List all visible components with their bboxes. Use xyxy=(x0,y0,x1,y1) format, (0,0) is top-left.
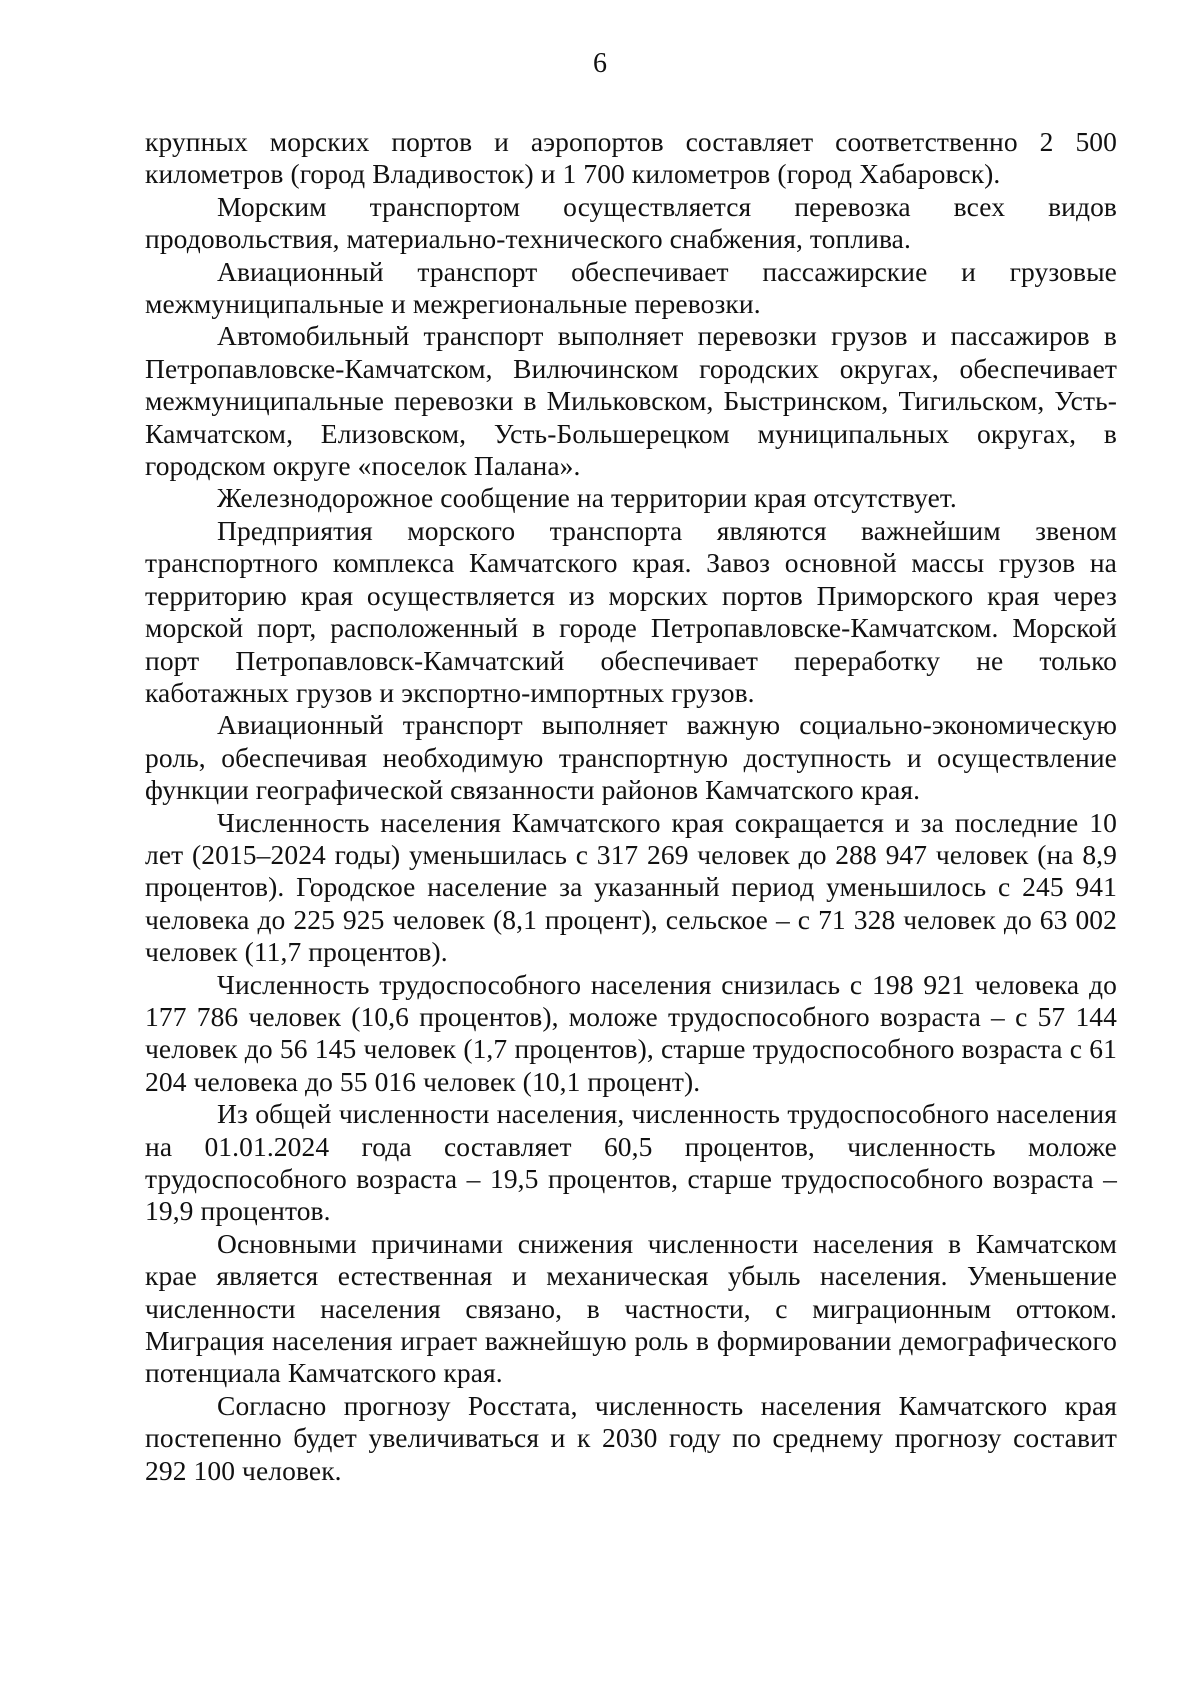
paragraph-forecast: Согласно прогнозу Росстата, численность населения Камчатского края постепенно будет увеличиваться и к 2030 году по среднему прогнозу составит 292 100 человек. xyxy=(145,1389,1117,1486)
paragraph-sea-enterprises: Предприятия морского транспорта являются важнейшим звеном транспортного комплекса Камчатского края. Завоз основной массы грузов на территорию края осуществляется из морских портов Приморского края через морской порт, расположенный в городе Петропавловске-Камчатском. Морской порт Петропавловск-Камчатский обеспечивает переработку не только каботажных грузов и экспортно-импортных грузов. xyxy=(145,514,1117,708)
paragraph-decline-reasons: Основными причинами снижения численности населения в Камчатском крае является естественная и механическая убыль населения. Уменьшение численности населения связано, в частности, с миграционным оттоком. Миграция населения играет важнейшую роль в формировании демографического потенциала Камчатского края. xyxy=(145,1227,1117,1389)
document-body xyxy=(145,126,1117,1487)
paragraph-aviation-role: Авиационный транспорт выполняет важную социально-экономическую роль, обеспечивая необходимую транспортную доступность и осуществление функции географической связанности районов Камчатского края. xyxy=(145,709,1117,806)
page-number: 6 xyxy=(593,48,607,79)
paragraph-population-decline: Численность населения Камчатского края сокращается и за последние 10 лет (2015–2024 годы) уменьшилась с 317 269 человек до 288 947 человек (на 8,9 процентов). Городское население за указанный период уменьшилось с 245 941 человека до 225 925 человек (8,1 процент), сельское – с 71 328 человек до 63 002 человек (11,7 процентов). xyxy=(145,806,1117,968)
paragraph-ports-distance: крупных морских портов и аэропортов составляет соответственно 2 500 километров (город Владивосток) и 1 700 километров (город Хабаровск). xyxy=(145,126,1117,190)
paragraph-working-age: Численность трудоспособного населения снизилась с 198 921 человека до 177 786 человек (10,6 процентов), моложе трудоспособного возраста – с 57 144 человек до 56 145 человек (1,7 процентов), старше трудоспособного возраста с 61 204 человека до 55 016 человек (10,1 процент). xyxy=(145,968,1117,1097)
paragraph-railway: Железнодорожное сообщение на территории края отсутствует. xyxy=(217,482,957,514)
paragraph-population-structure: Из общей численности населения, численность трудоспособного населения на 01.01.2024 года составляет 60,5 процентов, численность моложе трудоспособного возраста – 19,5 процентов, старше трудоспособного возраста – 19,9 процентов. xyxy=(145,1098,1117,1227)
paragraph-air-transport: Авиационный транспорт обеспечивает пассажирские и грузовые межмуниципальные и межрегиональные перевозки. xyxy=(145,255,1117,320)
paragraph-sea-transport: Морским транспортом осуществляется перевозка всех видов продовольствия, материально-технического снабжения, топлива. xyxy=(145,190,1117,255)
paragraph-road-transport: Автомобильный транспорт выполняет перевозки грузов и пассажиров в Петропавловске-Камчатском, Вилючинском городских округах, обеспечивает межмуниципальные перевозки в Мильковском, Быстринском, Тигильском, Усть-Камчатском, Елизовском, Усть-Большерецком муниципальных округах, в городском округе «поселок Палана». xyxy=(145,320,1117,482)
